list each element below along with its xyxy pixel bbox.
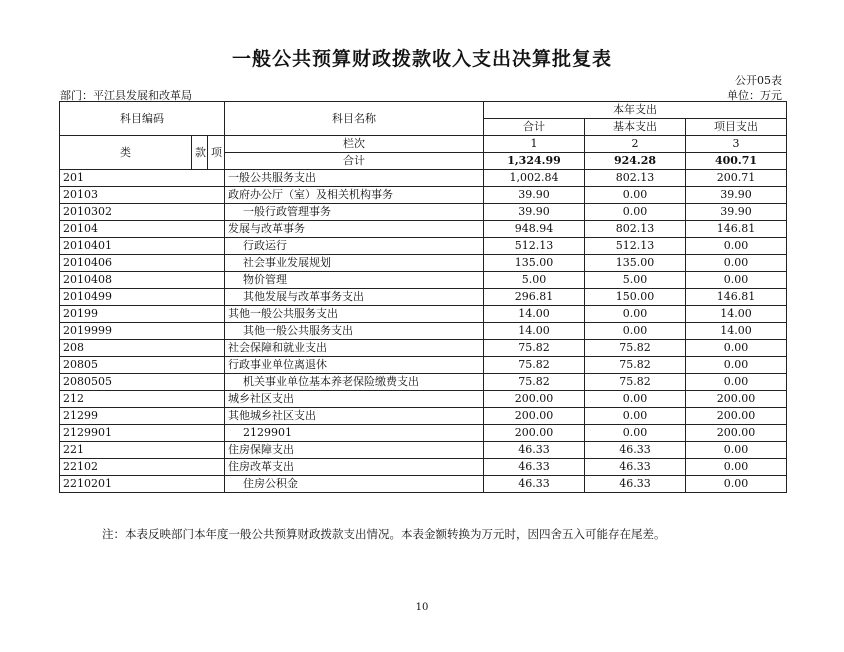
row-code: 20805 — [60, 357, 225, 374]
row-name: 政府办公厅（室）及相关机构事务 — [225, 187, 484, 204]
table-row — [60, 408, 787, 425]
row-basic: 75.82 — [585, 357, 686, 374]
header-column-no: 栏次 — [225, 136, 484, 153]
row-basic: 75.82 — [585, 374, 686, 391]
row-project: 0.00 — [686, 272, 787, 289]
row-total: 14.00 — [484, 306, 585, 323]
row-total: 46.33 — [484, 442, 585, 459]
header-current-year: 本年支出 — [484, 102, 787, 119]
row-total: 39.90 — [484, 187, 585, 204]
row-code: 2210201 — [60, 476, 225, 493]
header-basic: 基本支出 — [585, 119, 686, 136]
row-project: 0.00 — [686, 255, 787, 272]
row-basic: 5.00 — [585, 272, 686, 289]
row-name: 住房保障支出 — [225, 442, 484, 459]
row-basic: 802.13 — [585, 170, 686, 187]
row-basic: 46.33 — [585, 459, 686, 476]
row-basic: 0.00 — [585, 306, 686, 323]
row-name: 行政运行 — [225, 238, 484, 255]
table-row — [60, 374, 787, 391]
table-row — [60, 425, 787, 442]
header-lei: 类 — [60, 136, 192, 170]
table-row — [60, 391, 787, 408]
row-project: 200.00 — [686, 408, 787, 425]
table-row — [60, 221, 787, 238]
row-name: 发展与改革事务 — [225, 221, 484, 238]
table-row — [60, 357, 787, 374]
row-total: 14.00 — [484, 323, 585, 340]
table-row — [60, 255, 787, 272]
table-row — [60, 459, 787, 476]
row-basic: 46.33 — [585, 476, 686, 493]
row-name: 行政事业单位离退休 — [225, 357, 484, 374]
row-project: 39.90 — [686, 187, 787, 204]
row-total: 200.00 — [484, 391, 585, 408]
row-total: 5.00 — [484, 272, 585, 289]
row-basic: 0.00 — [585, 391, 686, 408]
table-row — [60, 272, 787, 289]
header-col3: 3 — [686, 136, 787, 153]
header-kuan: 款 — [192, 136, 208, 170]
table-row — [60, 476, 787, 493]
row-basic: 135.00 — [585, 255, 686, 272]
row-total: 46.33 — [484, 476, 585, 493]
row-code: 20104 — [60, 221, 225, 238]
page-number: 10 — [415, 602, 429, 613]
row-project: 200.71 — [686, 170, 787, 187]
footnote: 注：本表反映部门本年度一般公共预算财政拨款支出情况。本表金额转换为万元时，因四舍五入可能存在尾差。 — [102, 527, 666, 541]
row-project: 200.00 — [686, 391, 787, 408]
row-total: 75.82 — [484, 374, 585, 391]
row-name: 物价管理 — [225, 272, 484, 289]
total-project: 400.71 — [686, 153, 787, 170]
row-total: 512.13 — [484, 238, 585, 255]
row-code: 221 — [60, 442, 225, 459]
row-total: 75.82 — [484, 340, 585, 357]
header-total: 合计 — [484, 119, 585, 136]
row-project: 0.00 — [686, 459, 787, 476]
table-row — [60, 323, 787, 340]
budget-table — [59, 101, 787, 493]
row-name: 住房公积金 — [225, 476, 484, 493]
row-name: 城乡社区支出 — [225, 391, 484, 408]
row-project: 146.81 — [686, 221, 787, 238]
row-project: 14.00 — [686, 323, 787, 340]
row-basic: 0.00 — [585, 187, 686, 204]
row-basic: 0.00 — [585, 408, 686, 425]
row-total: 135.00 — [484, 255, 585, 272]
row-basic: 512.13 — [585, 238, 686, 255]
row-name: 住房改革支出 — [225, 459, 484, 476]
row-basic: 150.00 — [585, 289, 686, 306]
row-name: 其他一般公共服务支出 — [225, 306, 484, 323]
row-total: 296.81 — [484, 289, 585, 306]
row-total: 200.00 — [484, 408, 585, 425]
row-basic: 46.33 — [585, 442, 686, 459]
row-project: 146.81 — [686, 289, 787, 306]
unit-label: 单位：万元 — [727, 89, 782, 102]
row-project: 0.00 — [686, 238, 787, 255]
row-project: 39.90 — [686, 204, 787, 221]
row-project: 0.00 — [686, 340, 787, 357]
table-row — [60, 442, 787, 459]
form-number: 公开05表 — [735, 74, 782, 87]
row-total: 46.33 — [484, 459, 585, 476]
row-code: 20103 — [60, 187, 225, 204]
row-code: 2080505 — [60, 374, 225, 391]
row-name: 社会保障和就业支出 — [225, 340, 484, 357]
total-label: 合计 — [225, 153, 484, 170]
table-row — [60, 187, 787, 204]
header-row-1 — [60, 102, 787, 119]
row-basic: 802.13 — [585, 221, 686, 238]
table-row — [60, 340, 787, 357]
row-project: 0.00 — [686, 476, 787, 493]
row-name: 一般公共服务支出 — [225, 170, 484, 187]
row-name: 2129901 — [225, 425, 484, 442]
page-title: 一般公共预算财政拨款收入支出决算批复表 — [231, 48, 612, 70]
row-total: 75.82 — [484, 357, 585, 374]
row-code: 208 — [60, 340, 225, 357]
row-code: 22102 — [60, 459, 225, 476]
header-row-3 — [60, 136, 787, 153]
row-name: 社会事业发展规划 — [225, 255, 484, 272]
row-code: 2010408 — [60, 272, 225, 289]
table-row — [60, 170, 787, 187]
row-project: 200.00 — [686, 425, 787, 442]
row-project: 0.00 — [686, 442, 787, 459]
row-code: 2010499 — [60, 289, 225, 306]
table-row — [60, 238, 787, 255]
table-row — [60, 306, 787, 323]
row-code: 20199 — [60, 306, 225, 323]
header-project: 项目支出 — [686, 119, 787, 136]
row-code: 212 — [60, 391, 225, 408]
total-basic: 924.28 — [585, 153, 686, 170]
row-total: 200.00 — [484, 425, 585, 442]
row-code: 2010406 — [60, 255, 225, 272]
table-row — [60, 289, 787, 306]
row-project: 0.00 — [686, 374, 787, 391]
row-name: 一般行政管理事务 — [225, 204, 484, 221]
row-basic: 0.00 — [585, 204, 686, 221]
row-basic: 75.82 — [585, 340, 686, 357]
row-total: 1,002.84 — [484, 170, 585, 187]
row-code: 201 — [60, 170, 225, 187]
header-col2: 2 — [585, 136, 686, 153]
row-code: 2019999 — [60, 323, 225, 340]
total-total: 1,324.99 — [484, 153, 585, 170]
header-name: 科目名称 — [225, 102, 484, 136]
row-code: 2129901 — [60, 425, 225, 442]
row-total: 39.90 — [484, 204, 585, 221]
row-code: 2010401 — [60, 238, 225, 255]
row-code: 2010302 — [60, 204, 225, 221]
row-basic: 0.00 — [585, 425, 686, 442]
row-name: 其他发展与改革事务支出 — [225, 289, 484, 306]
row-total: 948.94 — [484, 221, 585, 238]
table-row — [60, 204, 787, 221]
header-code: 科目编码 — [60, 102, 225, 136]
header-xiang: 项 — [208, 136, 225, 170]
row-name: 机关事业单位基本养老保险缴费支出 — [225, 374, 484, 391]
row-project: 14.00 — [686, 306, 787, 323]
row-name: 其他城乡社区支出 — [225, 408, 484, 425]
row-project: 0.00 — [686, 357, 787, 374]
header-col1: 1 — [484, 136, 585, 153]
row-name: 其他一般公共服务支出 — [225, 323, 484, 340]
row-code: 21299 — [60, 408, 225, 425]
department-label: 部门：平江县发展和改革局 — [60, 89, 192, 102]
row-basic: 0.00 — [585, 323, 686, 340]
